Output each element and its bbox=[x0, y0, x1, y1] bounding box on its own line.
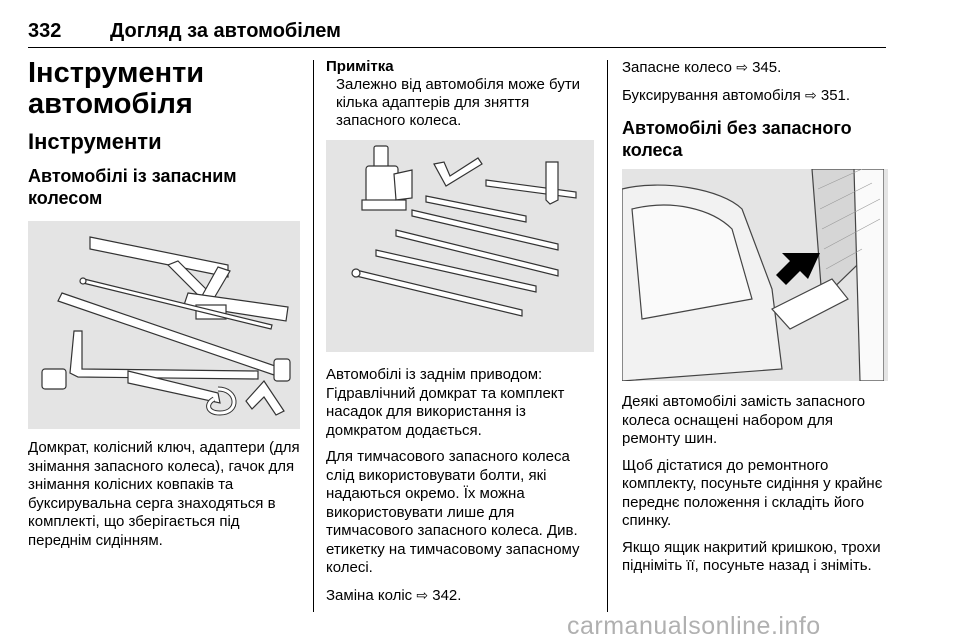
section-heading-spare-wheel: Автомобілі із запасним колесом bbox=[28, 166, 237, 208]
page-number: 332 bbox=[28, 20, 62, 42]
reference-page: 342. bbox=[432, 586, 462, 604]
section-heading-no-spare: Автомобілі без запасного колеса bbox=[622, 118, 852, 160]
rwd-paragraph: Автомобілі із заднім приводом: Гідравлічний домкрат та комплект насадок для використання із домкратом додається. bbox=[326, 366, 565, 439]
access-kit-paragraph: Щоб дістатися до ремонтного комплекту, посуньте сидіння у крайнє переднє положення і складіть його спинку. bbox=[622, 456, 883, 529]
page-title: Інструменти автомобіля bbox=[28, 57, 205, 120]
rwd-tools-illustration bbox=[326, 140, 594, 352]
seat-storage-image bbox=[622, 169, 884, 381]
subsection-title: Інструменти bbox=[28, 129, 162, 154]
column-2 bbox=[326, 58, 594, 605]
arrow-right-icon: ⇨ bbox=[804, 86, 817, 103]
header-divider bbox=[28, 47, 886, 48]
column-divider-1 bbox=[313, 60, 314, 612]
chapter-title: Догляд за автомобілем bbox=[110, 20, 341, 42]
arrow-right-icon: ⇨ bbox=[736, 59, 748, 75]
spare-wheel-reference[interactable] bbox=[622, 58, 888, 78]
hydraulic-jack-image bbox=[326, 140, 594, 352]
wheel-change-reference[interactable] bbox=[326, 586, 594, 606]
jack-and-tools-image bbox=[28, 221, 300, 429]
column-3 bbox=[622, 58, 888, 576]
temporary-spare-paragraph: Для тимчасового запасного колеса слід використовувати болти, які надаються окремо. Їх можна використовувати лише для тимчасового запасного колеса. Див. етикетку на тимчасовому запасному колесі. bbox=[326, 448, 580, 576]
reference-label: Буксирування автомобіля bbox=[622, 86, 801, 104]
reference-page: 351. bbox=[820, 86, 851, 104]
note-title: Примітка bbox=[326, 58, 394, 75]
arrow-right-icon: ⇨ bbox=[416, 586, 429, 603]
reference-label: Запасне колесо bbox=[622, 59, 733, 76]
tools-description: Домкрат, колісний ключ, адаптери (для знімання запасного колеса), гачок для знімання колісних ковпаків та буксирувальна серга знаходяться в комплекті, що зберігається під переднім сидінням. bbox=[28, 439, 300, 549]
watermark: carmanualsonline.info bbox=[567, 612, 821, 640]
tools-illustration bbox=[28, 221, 300, 429]
page-header bbox=[28, 20, 928, 46]
reference-page: 345. bbox=[752, 59, 782, 76]
column-divider-2 bbox=[607, 60, 608, 612]
note-text: Залежно від автомобіля може бути кілька адаптерів для зняття запасного колеса. bbox=[336, 76, 581, 129]
reference-label: Заміна коліс bbox=[326, 586, 413, 604]
seat-illustration bbox=[622, 169, 888, 381]
towing-reference[interactable] bbox=[622, 86, 888, 106]
cover-removal-paragraph: Якщо ящик накритий кришкою, трохи підніміть її, посуньте назад і зніміть. bbox=[622, 538, 881, 574]
repair-kit-paragraph: Деякі автомобілі замість запасного колеса оснащені набором для ремонту шин. bbox=[622, 393, 866, 447]
column-1 bbox=[28, 58, 300, 550]
